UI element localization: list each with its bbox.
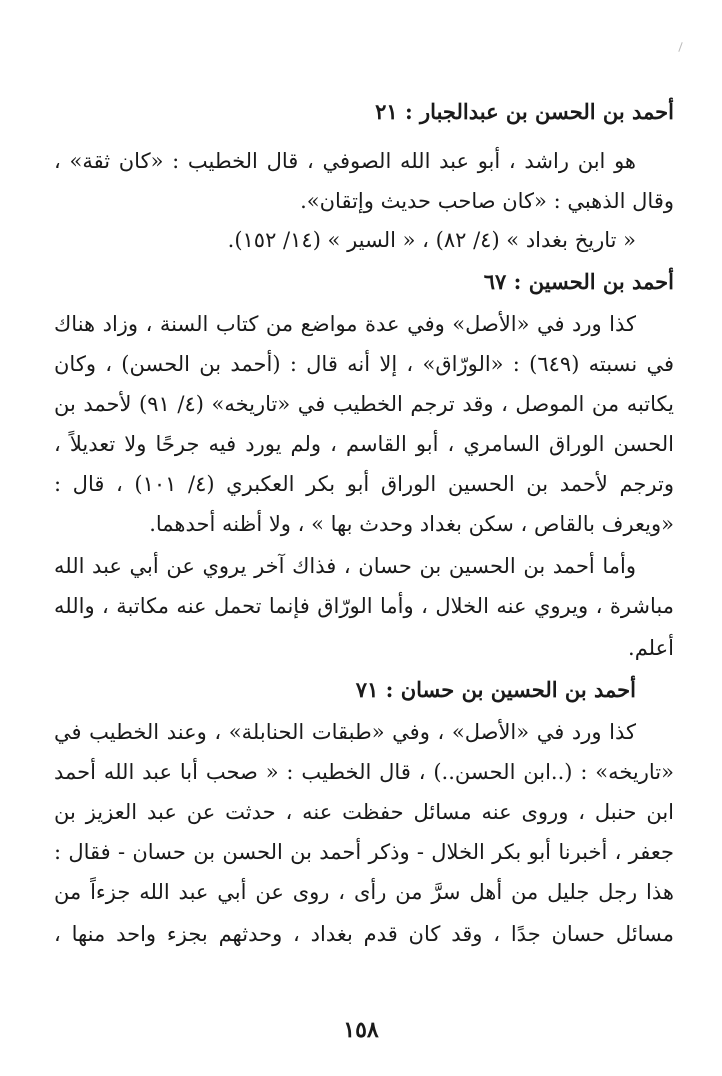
- text-line: «ويعرف بالقاص ، سكن بغداد وحدث بها » ، ولا أظنه أحدهما.: [149, 512, 674, 536]
- text-line: ابن حنبل ، وروى عنه مسائل حفظت عنه ، حدثت عن عبد العزيز بن: [54, 800, 674, 824]
- text-line: يكاتبه من الموصل ، وقد ترجم الخطيب في «تاريخه» (٤/ ٩١) لأحمد بن: [54, 392, 674, 416]
- text-line: كذا ورد في «الأصل» وفي عدة مواضع من كتاب السنة ، وزاد هناك: [54, 312, 636, 336]
- entry-heading-ahmad-bin-al-husayn: أحمد بن الحسين : ٦٧: [483, 269, 674, 294]
- text-line: مسائل حسان جدًا ، وقد كان قدم بغداد ، وحدثهم بجزء واحد منها ،: [54, 922, 674, 946]
- text-line: جعفر ، أخبرنا أبو بكر الخلال - وذكر أحمد بن الحسن بن حسان - فقال :: [54, 840, 674, 864]
- page-number: ١٥٨: [343, 1017, 379, 1043]
- text-line: هذا رجل جليل من أهل سرَّ من رأى ، روى عن أبي عبد الله جزءاً من: [54, 880, 674, 904]
- text-line: كذا ورد في «الأصل» ، وفي «طبقات الحنابلة» ، وعند الخطيب في: [54, 720, 636, 744]
- text-line: وترجم لأحمد بن الحسين الوراق أبو بكر العكبري (٤/ ١٠١) ، قال :: [54, 472, 674, 496]
- text-line: مباشرة ، ويروي عنه الخلال ، وأما الورّاق فإنما تحمل عنه مكاتبة ، والله: [54, 594, 674, 618]
- text-line: وأما أحمد بن الحسين بن حسان ، فذاك آخر يروي عن أبي عبد الله: [54, 554, 636, 578]
- text-line: أعلم.: [628, 636, 674, 660]
- text-line: هو ابن راشد ، أبو عبد الله الصوفي ، قال الخطيب : «كان ثقة» ،: [54, 149, 636, 173]
- text-line: « تاريخ بغداد » (٤/ ٨٢) ، « السير » (١٤/ ١٥٢).: [227, 228, 636, 252]
- text-line: وقال الذهبي : «كان صاحب حديث وإتقان».: [300, 189, 674, 213]
- text-line: «تاريخه» : (..ابن الحسن..) ، قال الخطيب : « صحب أبا عبد الله أحمد: [54, 760, 674, 784]
- stray-mark: [678, 42, 682, 52]
- text-line: في نسبته (٦٤٩) : «الورّاق» ، إلا أنه قال : (أحمد بن الحسن) ، وكان: [54, 352, 674, 376]
- entry-heading-ahmad-bin-al-hasan-bin-abdul-jabbar: أحمد بن الحسن بن عبدالجبار : ٢١: [375, 99, 674, 124]
- text-line: الحسن الوراق السامري ، أبو القاسم ، ولم يورد فيه جرحًا ولا تعديلاً ،: [54, 432, 674, 456]
- entry-heading-ahmad-bin-al-husayn-bin-hassan: أحمد بن الحسين بن حسان : ٧١: [355, 677, 636, 702]
